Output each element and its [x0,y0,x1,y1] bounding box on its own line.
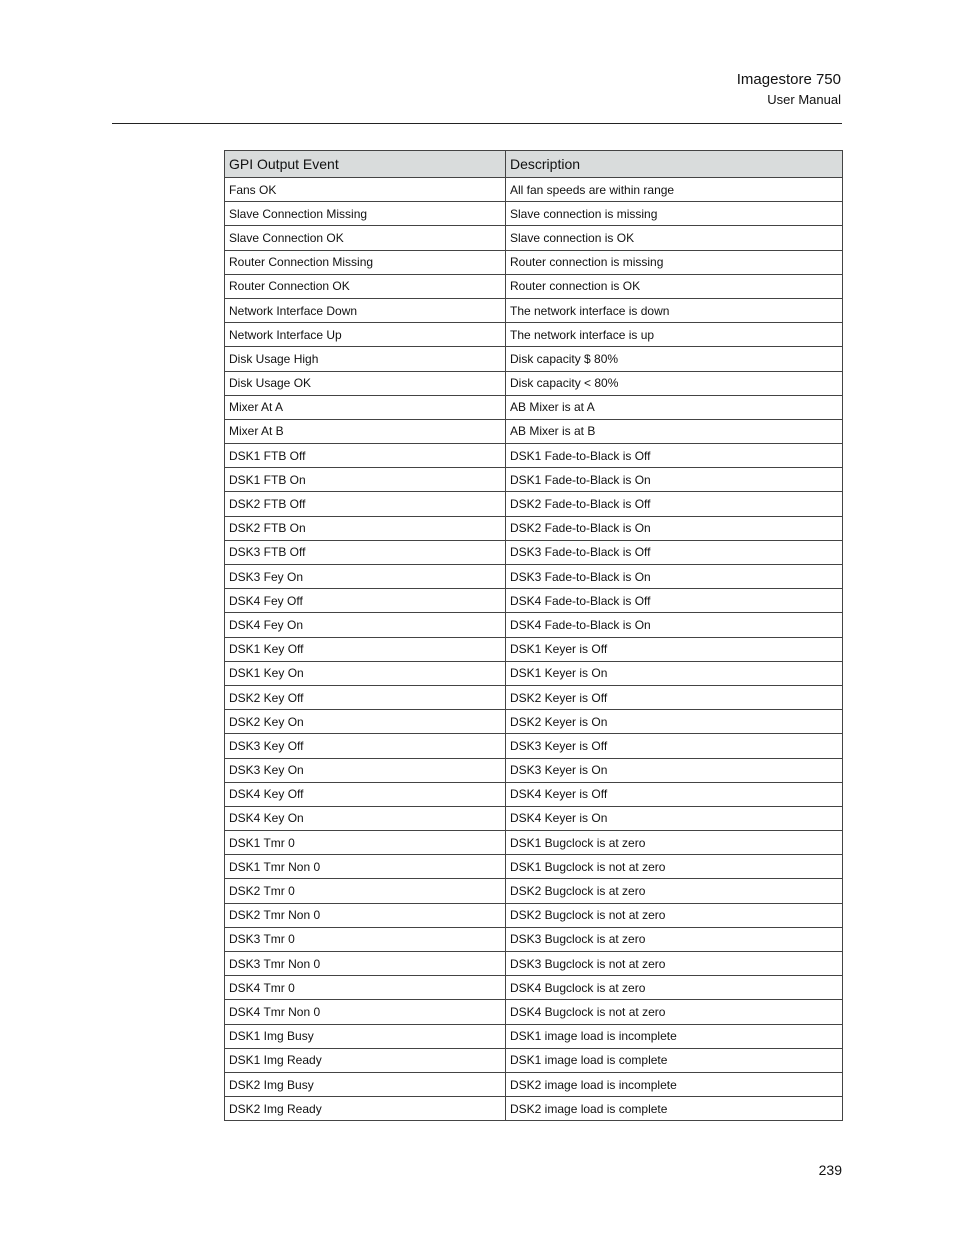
event-cell: Disk Usage OK [225,371,506,395]
description-cell: DSK3 Keyer is On [506,758,843,782]
event-cell: DSK4 Tmr 0 [225,976,506,1000]
event-cell: DSK2 Key On [225,710,506,734]
description-cell: DSK3 Bugclock is at zero [506,927,843,951]
table-row [225,758,843,782]
description-cell: DSK2 Fade-to-Black is On [506,516,843,540]
description-cell: DSK1 Keyer is Off [506,637,843,661]
description-cell: DSK3 Fade-to-Black is Off [506,540,843,564]
event-cell: Network Interface Down [225,298,506,322]
table-row [225,637,843,661]
table-row [225,613,843,637]
description-cell: DSK4 Fade-to-Black is Off [506,589,843,613]
event-cell: DSK1 Key On [225,661,506,685]
table-row [225,371,843,395]
description-cell: Slave connection is OK [506,226,843,250]
event-cell: DSK2 Key Off [225,685,506,709]
description-cell: DSK2 Keyer is On [506,710,843,734]
event-cell: Disk Usage High [225,347,506,371]
description-cell: DSK4 Keyer is On [506,806,843,830]
event-cell: DSK3 Key Off [225,734,506,758]
table-row [225,806,843,830]
description-cell: Slave connection is missing [506,202,843,226]
event-cell: DSK2 Tmr Non 0 [225,903,506,927]
description-cell: DSK2 image load is complete [506,1097,843,1121]
table-row [225,855,843,879]
event-cell: DSK3 Tmr Non 0 [225,952,506,976]
event-cell: DSK2 FTB On [225,516,506,540]
description-cell: DSK4 Keyer is Off [506,782,843,806]
event-cell: DSK1 Img Ready [225,1048,506,1072]
event-cell: Slave Connection Missing [225,202,506,226]
page-header [737,70,841,108]
page-number: 239 [818,1162,842,1178]
table-row [225,1072,843,1096]
description-cell: DSK1 image load is complete [506,1048,843,1072]
event-cell: Slave Connection OK [225,226,506,250]
description-cell: DSK4 Fade-to-Black is On [506,613,843,637]
event-cell: DSK3 Key On [225,758,506,782]
table-row [225,1024,843,1048]
event-cell: DSK1 Img Busy [225,1024,506,1048]
table-row [225,661,843,685]
table-row [225,250,843,274]
description-cell: Disk capacity $ 80% [506,347,843,371]
table-row [225,395,843,419]
description-cell: DSK1 image load is incomplete [506,1024,843,1048]
event-cell: DSK2 Img Ready [225,1097,506,1121]
table-row [225,734,843,758]
event-cell: Fans OK [225,178,506,202]
table-row [225,347,843,371]
description-cell: DSK4 Bugclock is at zero [506,976,843,1000]
table-row [225,1048,843,1072]
description-cell: DSK2 Bugclock is at zero [506,879,843,903]
table-row [225,444,843,468]
event-cell: DSK2 FTB Off [225,492,506,516]
table-row [225,1097,843,1121]
event-cell: DSK3 Fey On [225,565,506,589]
column-header-description: Description [506,151,843,178]
table-row [225,879,843,903]
description-cell: DSK3 Keyer is Off [506,734,843,758]
table-row [225,178,843,202]
event-cell: Network Interface Up [225,323,506,347]
event-cell: DSK1 Key Off [225,637,506,661]
table-row [225,685,843,709]
gpi-output-events-table [224,150,843,1121]
event-cell: Router Connection OK [225,274,506,298]
table-row [225,298,843,322]
table-body [225,178,843,1121]
table-row [225,516,843,540]
description-cell: Router connection is missing [506,250,843,274]
description-cell: All fan speeds are within range [506,178,843,202]
description-cell: DSK1 Bugclock is not at zero [506,855,843,879]
table-row [225,952,843,976]
table-row [225,710,843,734]
description-cell: DSK2 Bugclock is not at zero [506,903,843,927]
description-cell: DSK1 Fade-to-Black is Off [506,444,843,468]
table-row [225,226,843,250]
description-cell: DSK2 image load is incomplete [506,1072,843,1096]
table-header-row [225,151,843,178]
event-cell: Router Connection Missing [225,250,506,274]
description-cell: DSK2 Fade-to-Black is Off [506,492,843,516]
table-row [225,202,843,226]
event-cell: DSK3 Tmr 0 [225,927,506,951]
table-row [225,589,843,613]
document-subtitle: User Manual [767,92,841,107]
description-cell: DSK2 Keyer is Off [506,685,843,709]
table-row [225,831,843,855]
description-cell: DSK1 Keyer is On [506,661,843,685]
event-cell: DSK4 Fey Off [225,589,506,613]
table-row [225,419,843,443]
description-cell: The network interface is down [506,298,843,322]
event-cell: DSK3 FTB Off [225,540,506,564]
event-cell: DSK4 Fey On [225,613,506,637]
event-cell: DSK1 FTB Off [225,444,506,468]
description-cell: Router connection is OK [506,274,843,298]
event-cell: DSK4 Key Off [225,782,506,806]
event-cell: DSK4 Tmr Non 0 [225,1000,506,1024]
event-cell: DSK2 Tmr 0 [225,879,506,903]
table-row [225,927,843,951]
description-cell: The network interface is up [506,323,843,347]
event-cell: Mixer At A [225,395,506,419]
table-row [225,782,843,806]
event-cell: DSK1 Tmr Non 0 [225,855,506,879]
table-row [225,1000,843,1024]
table-row [225,540,843,564]
description-cell: DSK4 Bugclock is not at zero [506,1000,843,1024]
document-title: Imagestore 750 [736,71,841,88]
description-cell: DSK1 Bugclock is at zero [506,831,843,855]
table-row [225,492,843,516]
table-row [225,323,843,347]
description-cell: AB Mixer is at B [506,419,843,443]
event-cell: DSK2 Img Busy [225,1072,506,1096]
event-cell: DSK4 Key On [225,806,506,830]
table-row [225,903,843,927]
description-cell: DSK1 Fade-to-Black is On [506,468,843,492]
table-row [225,274,843,298]
header-divider [112,123,842,124]
table-row [225,976,843,1000]
table-row [225,468,843,492]
description-cell: Disk capacity < 80% [506,371,843,395]
description-cell: AB Mixer is at A [506,395,843,419]
description-cell: DSK3 Bugclock is not at zero [506,952,843,976]
event-cell: Mixer At B [225,419,506,443]
table-row [225,565,843,589]
event-cell: DSK1 Tmr 0 [225,831,506,855]
column-header-event: GPI Output Event [225,151,506,178]
event-cell: DSK1 FTB On [225,468,506,492]
description-cell: DSK3 Fade-to-Black is On [506,565,843,589]
